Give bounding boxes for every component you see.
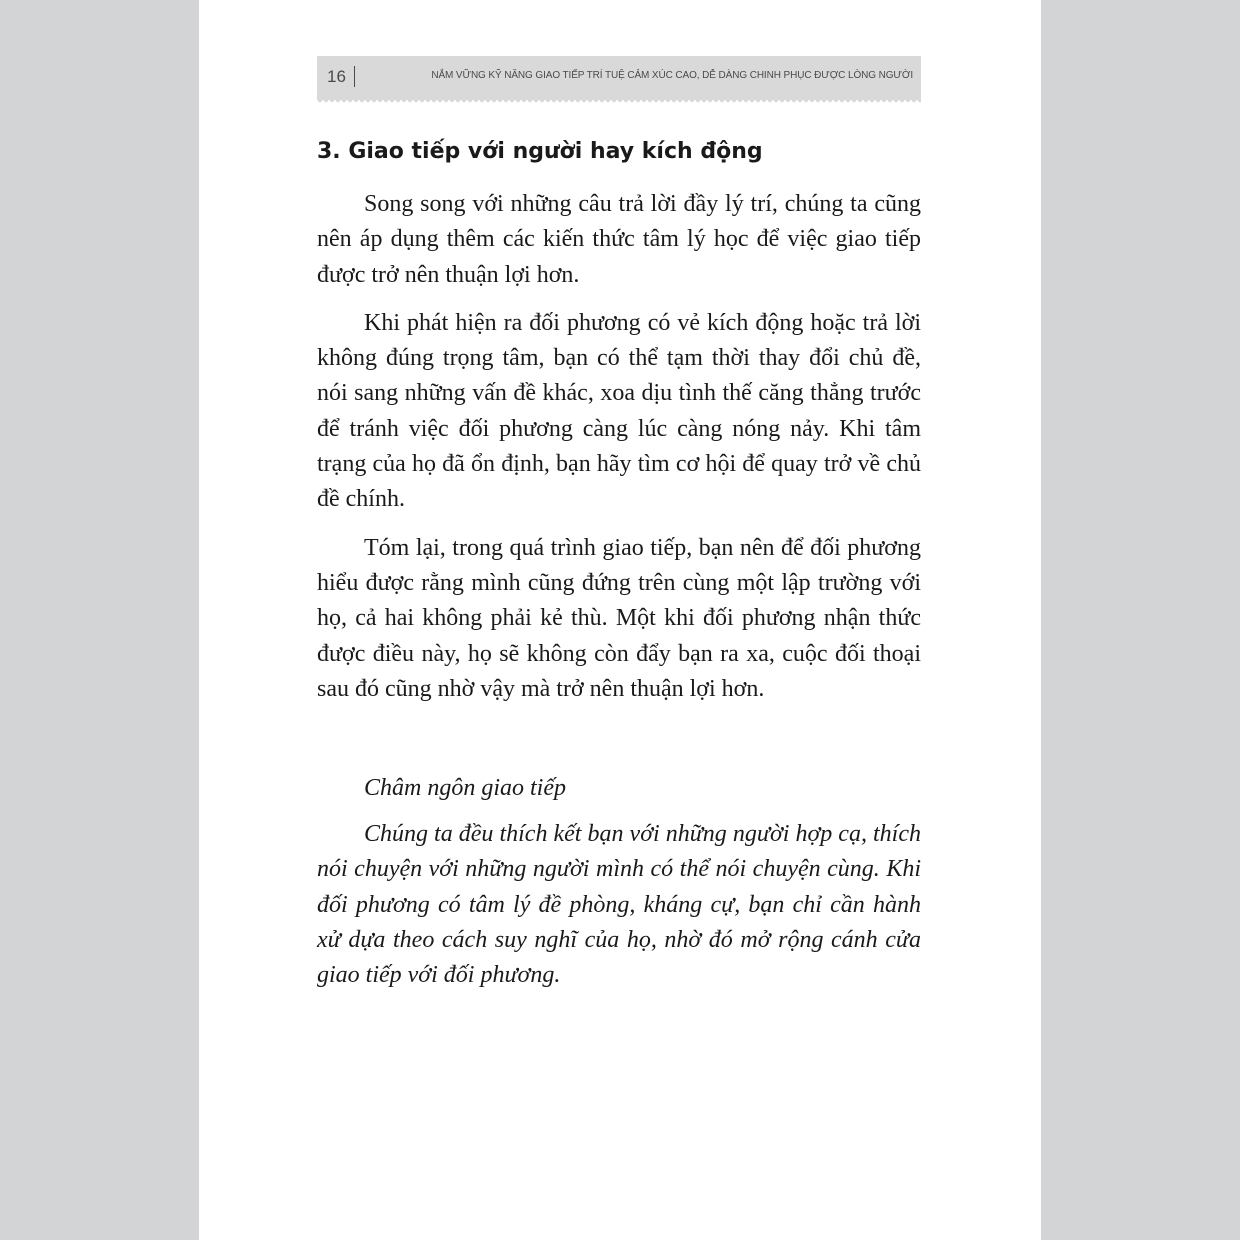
book-page	[199, 0, 1041, 1240]
maxim-body: Chúng ta đều thích kết bạn với những người hợp cạ, thích nói chuyện với những người mình có thể nói chuyện cùng. Khi đối phương có tâm lý đề phòng, kháng cự, bạn chỉ cần hành xử dựa theo cách suy nghĩ của họ, nhờ đó mở rộng cánh cửa giao tiếp với đối phương.	[317, 821, 921, 989]
header-separator	[354, 66, 355, 87]
section-heading: 3. Giao tiếp với người hay kích động	[317, 139, 763, 164]
running-header	[317, 56, 921, 100]
running-title: NẮM VỮNG KỸ NĂNG GIAO TIẾP TRÍ TUỆ CẢM XÚC CAO, DỄ DÀNG CHINH PHỤC ĐƯỢC LÒNG NGƯỜI	[431, 70, 913, 81]
paragraph-1: Song song với những câu trả lời đầy lý trí, chúng ta cũng nên áp dụng thêm các kiến thức tâm lý học để việc giao tiếp được trở nên thuận lợi hơn.	[317, 191, 921, 288]
page-content	[317, 136, 921, 994]
page-number: 16	[327, 67, 346, 86]
paragraph-3: Tóm lại, trong quá trình giao tiếp, bạn nên để đối phương hiểu được rằng mình cũng đứng trên cùng một lập trường với họ, cả hai không phải kẻ thù. Một khi đối phương nhận thức được điều này, họ sẽ không còn đẩy bạn ra xa, cuộc đối thoại sau đó cũng nhờ vậy mà trở nên thuận lợi hơn.	[317, 534, 921, 702]
maxim-title: Châm ngôn giao tiếp	[364, 775, 566, 802]
paragraph-2: Khi phát hiện ra đối phương có vẻ kích động hoặc trả lời không đúng trọng tâm, bạn có thể tạm thời thay đổi chủ đề, nói sang những vấn đề khác, xoa dịu tình thế căng thẳng trước để tránh việc đối phương càng lúc càng nóng nảy. Khi tâm trạng của họ đã ổn định, bạn hãy tìm cơ hội để quay trở về chủ đề chính.	[317, 309, 921, 513]
